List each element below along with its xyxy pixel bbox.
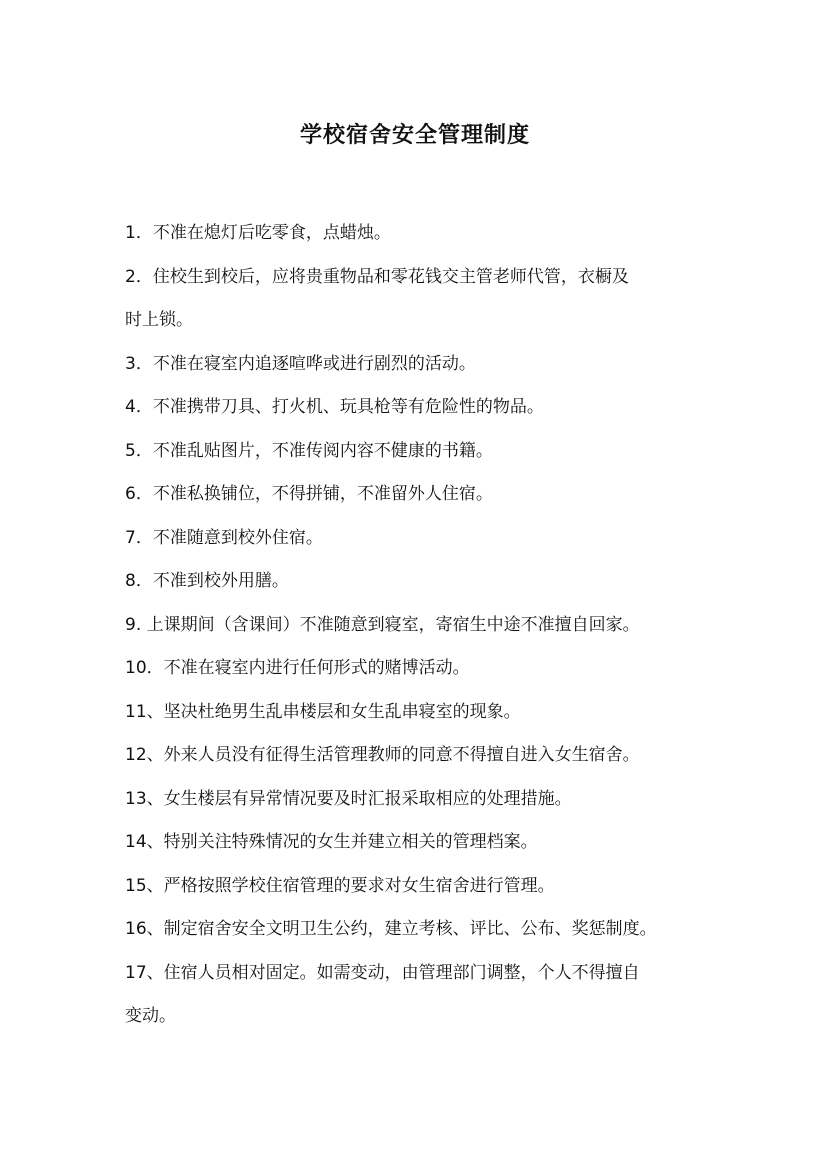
rule-text-line: 15、严格按照学校住宿管理的要求对女生宿舍进行管理。	[125, 875, 555, 896]
rule-text-line: 2．住校生到校后，应将贵重物品和零花钱交主管老师代管，衣橱及	[125, 266, 629, 287]
rule-item	[125, 568, 725, 612]
rule-text-line: 变动。	[125, 1006, 176, 1026]
rule-item	[125, 351, 725, 395]
rule-text-line: 4．不准携带刀具、打火机、玩具枪等有危险性的物品。	[125, 397, 544, 417]
rule-item	[125, 438, 725, 482]
rule-item	[125, 699, 725, 743]
rule-item	[125, 525, 725, 569]
rule-item	[125, 612, 725, 656]
rule-text-line: 9. 上课期间（含课间）不准随意到寝室，寄宿生中途不准擅自回家。	[125, 614, 640, 635]
rule-text-line: 6．不准私换铺位，不得拼铺，不准留外人住宿。	[125, 484, 493, 504]
rule-text-line: 13、女生楼层有异常情况要及时汇报采取相应的处理措施。	[125, 788, 572, 809]
rule-text-line: 8．不准到校外用膳。	[125, 571, 289, 591]
rule-item	[125, 481, 725, 525]
rule-text-line: 16、制定宿舍安全文明卫生公约，建立考核、评比、公布、奖惩制度。	[125, 919, 657, 939]
rule-text-line: 14、特别关注特殊情况的女生并建立相关的管理档案。	[125, 832, 538, 852]
rule-text-line: 3．不准在寝室内追逐喧哗或进行剧烈的活动。	[125, 353, 476, 374]
rule-text-line: 时上锁。	[125, 310, 193, 330]
rule-item	[125, 916, 725, 960]
rule-text-line: 10．不准在寝室内进行任何形式的赌博活动。	[125, 658, 470, 678]
rule-item	[125, 786, 725, 830]
rules-list	[125, 220, 725, 1047]
rule-item	[125, 742, 725, 786]
rule-item	[125, 873, 725, 917]
rule-item	[125, 655, 725, 699]
rule-item	[125, 960, 725, 1047]
rule-item	[125, 220, 725, 264]
rule-text-line: 5．不准乱贴图片，不准传阅内容不健康的书籍。	[125, 440, 493, 461]
rule-text-line: 7．不准随意到校外住宿。	[125, 527, 323, 548]
rule-item	[125, 264, 725, 351]
rule-item	[125, 394, 725, 438]
rule-text-line: 1．不准在熄灯后吃零食，点蜡烛。	[125, 223, 391, 243]
rule-text-line: 17、住宿人员相对固定。如需变动，由管理部门调整，个人不得擅自	[125, 962, 640, 983]
rule-text-line: 11、坚决杜绝男生乱串楼层和女生乱串寝室的现象。	[125, 701, 521, 722]
document-title: 学校宿舍安全管理制度	[299, 123, 530, 148]
rule-item	[125, 829, 725, 873]
rule-text-line: 12、外来人员没有征得生活管理教师的同意不得擅自进入女生宿舍。	[125, 745, 640, 765]
